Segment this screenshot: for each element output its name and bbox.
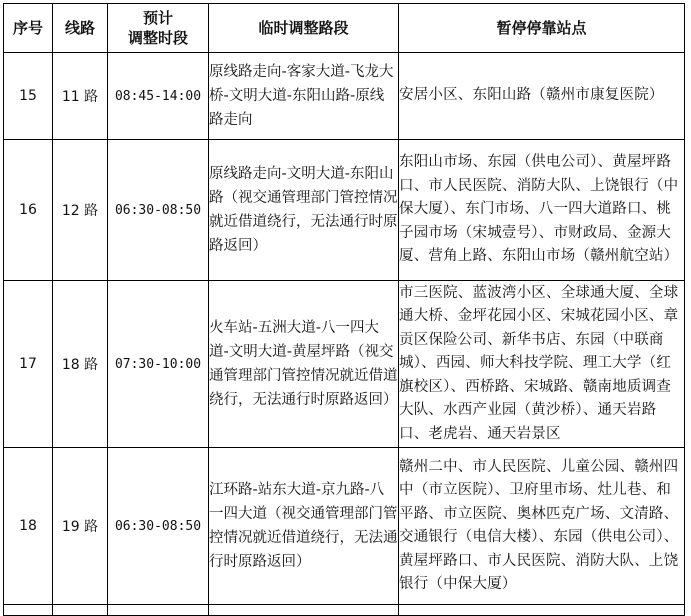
table-row-partial — [4, 605, 685, 616]
table-row — [4, 140, 685, 281]
cell-line: 11 路 — [53, 53, 108, 140]
cell-stops: 安居小区、东阳山路（赣州市康复医院） — [399, 53, 685, 140]
header-line: 线路 — [53, 4, 108, 53]
table-row — [4, 281, 685, 448]
cell-route: 原线路走向-文明大道-东阳山路（视交通管理部门管控情况就近借道绕行，无法通行时原路返回） — [209, 140, 399, 281]
table-row — [4, 53, 685, 140]
header-stops: 暂停停靠站点 — [399, 4, 685, 53]
cell-line: 18 路 — [53, 281, 108, 448]
cell-empty — [4, 605, 53, 616]
route-adjustment-table — [3, 3, 685, 616]
header-time — [108, 4, 209, 53]
cell-line: 12 路 — [53, 140, 108, 281]
table-row — [4, 448, 685, 605]
cell-stops: 东阳山市场、东园（供电公司）、黄屋坪路口、市人民医院、消防大队、上饶银行（中保大厦）、东门市场、八一四大道路口、桃子园市场（宋城壹号）、市财政局、金源大厦、营角上路、东阳山市场（赣州航空站） — [399, 140, 685, 281]
header-time-line1: 预计 — [142, 9, 173, 27]
cell-time: 08:45-14:00 — [108, 53, 209, 140]
cell-num: 16 — [4, 140, 53, 281]
cell-num: 15 — [4, 53, 53, 140]
cell-route: 原线路走向-客家大道-飞龙大桥-文明大道-东阳山路-原线路走向 — [209, 53, 399, 140]
cell-route: 火车站-五洲大道-八一四大道-文明大道-黄屋坪路（视交通管理部门管控情况就近借道绕行，无法通行时原路返回） — [209, 281, 399, 448]
header-time-line2: 调整时段 — [127, 29, 188, 47]
header-num: 序号 — [4, 4, 53, 53]
cell-time: 06:30-08:50 — [108, 448, 209, 605]
cell-stops: 市三医院、蓝波湾小区、全球通大厦、全球通大桥、金坪花园小区、宋城花园小区、章贡区保险公司、新华书店、东园（中联商城）、西园、师大科技学院、理工大学（红旗校区）、西桥路、宋城路、赣南地质调查大队、水西产业园（黄沙桥）、通天岩路口、老虎岩、通天岩景区 — [399, 281, 685, 448]
cell-empty — [209, 605, 399, 616]
cell-line: 19 路 — [53, 448, 108, 605]
table-header-row — [4, 4, 685, 53]
cell-time: 07:30-10:00 — [108, 281, 209, 448]
cell-num: 17 — [4, 281, 53, 448]
cell-empty — [108, 605, 209, 616]
cell-route: 江环路-站东大道-京九路-八一四大道（视交通管理部门管控情况就近借道绕行，无法通行时原路返回） — [209, 448, 399, 605]
cell-num: 18 — [4, 448, 53, 605]
cell-time: 06:30-08:50 — [108, 140, 209, 281]
header-route: 临时调整路段 — [209, 4, 399, 53]
cell-stops: 赣州二中、市人民医院、儿童公园、赣州四中（市立医院）、卫府里市场、灶儿巷、和平路、市立医院、奥林匹克广场、文清路、交通银行（电信大楼）、东园（供电公司）、黄屋坪路口、市人民医院、消防大队、上饶银行（中保大厦） — [399, 448, 685, 605]
cell-empty — [399, 605, 685, 616]
cell-empty — [53, 605, 108, 616]
